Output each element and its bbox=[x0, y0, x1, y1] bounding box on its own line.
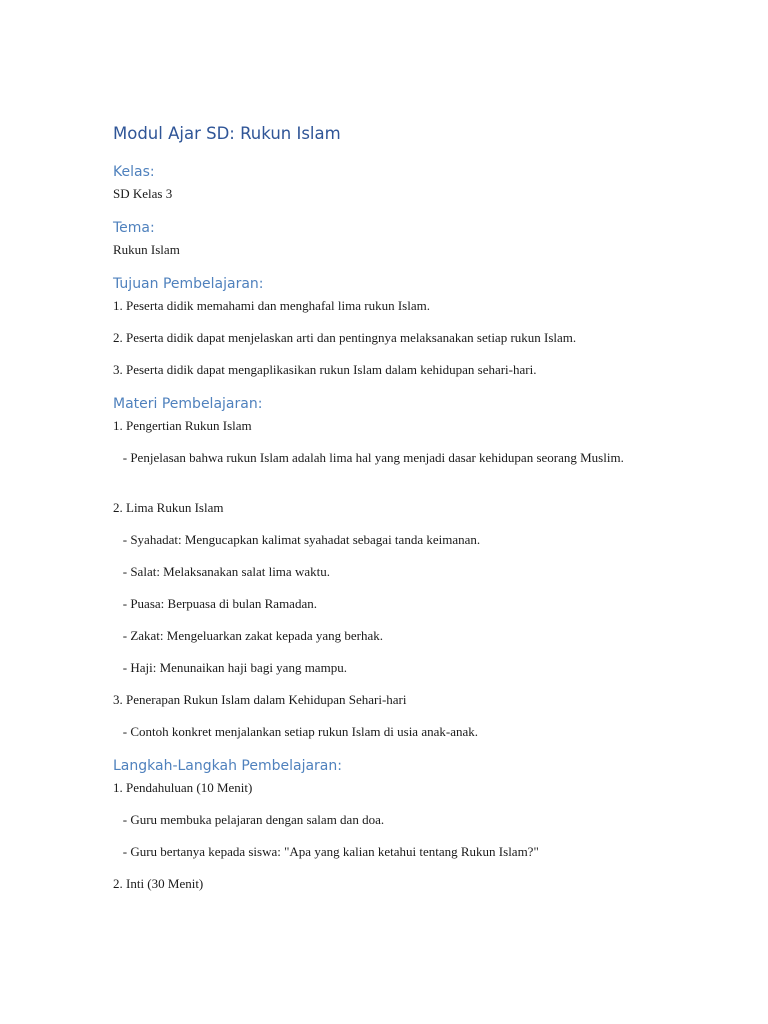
tujuan-item: 3. Peserta didik dapat mengaplikasikan rukun Islam dalam kehidupan sehari-hari. bbox=[113, 362, 537, 377]
materi-line: - Contoh konkret menjalankan setiap rukun Islam di usia anak-anak. bbox=[113, 724, 478, 739]
langkah-line: - Guru bertanya kepada siswa: "Apa yang kalian ketahui tentang Rukun Islam?" bbox=[113, 844, 539, 859]
heading-tujuan: Tujuan Pembelajaran: bbox=[113, 276, 264, 292]
materi-line: - Zakat: Mengeluarkan zakat kepada yang berhak. bbox=[113, 628, 383, 643]
langkah-line: 1. Pendahuluan (10 Menit) bbox=[113, 780, 253, 795]
langkah-line: - Guru membuka pelajaran dengan salam dan doa. bbox=[113, 812, 385, 827]
heading-kelas: Kelas: bbox=[113, 164, 155, 180]
tujuan-item: 2. Peserta didik dapat menjelaskan arti dan pentingnya melaksanakan setiap rukun Islam. bbox=[113, 330, 577, 345]
heading-tema: Tema: bbox=[113, 220, 155, 236]
materi-line: - Haji: Menunaikan haji bagi yang mampu. bbox=[113, 660, 347, 675]
tema-value: Rukun Islam bbox=[113, 242, 180, 257]
tujuan-item: 1. Peserta didik memahami dan menghafal lima rukun Islam. bbox=[113, 298, 430, 313]
kelas-value: SD Kelas 3 bbox=[113, 186, 173, 201]
materi-line: - Puasa: Berpuasa di bulan Ramadan. bbox=[113, 596, 317, 611]
langkah-line: 2. Inti (30 Menit) bbox=[113, 876, 204, 891]
materi-line: 1. Pengertian Rukun Islam bbox=[113, 418, 252, 433]
materi-line: 2. Lima Rukun Islam bbox=[113, 500, 224, 515]
materi-line: 3. Penerapan Rukun Islam dalam Kehidupan Sehari-hari bbox=[113, 692, 407, 707]
materi-line: - Penjelasan bahwa rukun Islam adalah lima hal yang menjadi dasar kehidupan seorang Muslim. bbox=[113, 450, 624, 465]
materi-line: - Salat: Melaksanakan salat lima waktu. bbox=[113, 564, 330, 579]
document-title: Modul Ajar SD: Rukun Islam bbox=[113, 124, 341, 143]
heading-langkah: Langkah-Langkah Pembelajaran: bbox=[113, 758, 342, 774]
heading-materi: Materi Pembelajaran: bbox=[113, 396, 263, 412]
materi-line: - Syahadat: Mengucapkan kalimat syahadat sebagai tanda keimanan. bbox=[113, 532, 481, 547]
